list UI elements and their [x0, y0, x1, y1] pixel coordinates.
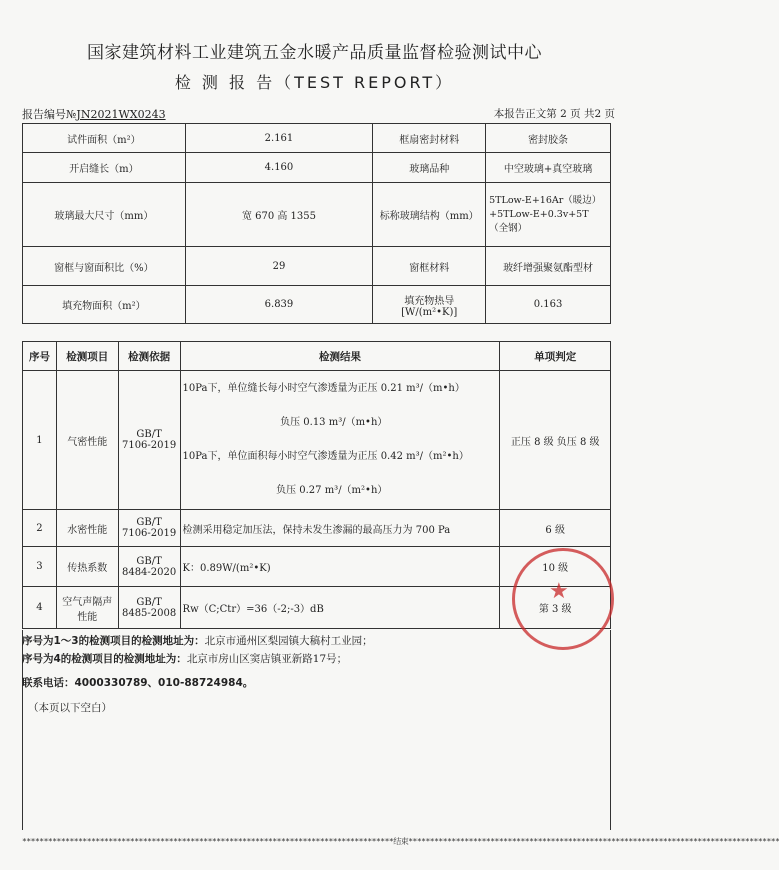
- address-note-1: [22, 632, 373, 650]
- address-label-1: 序号为1～3的检测项目的检测地址为：: [22, 635, 205, 647]
- col-header-result: 检测结果: [180, 342, 500, 371]
- spec-label: 填充物面积（m²）: [23, 286, 186, 324]
- spec-label: 试件面积（m²）: [23, 124, 186, 153]
- spec-value: 5TLow-E+16Ar（暖边）+5TLow-E+0.3v+5T（全钢）: [486, 183, 611, 247]
- test-item: 气密性能: [56, 371, 118, 510]
- spec-value: 6.839: [185, 286, 373, 324]
- address-value-2: 北京市房山区窦店镇亚新路17号；: [186, 653, 348, 665]
- test-result: [180, 371, 500, 510]
- spec-value: 2.161: [185, 124, 373, 153]
- spec-value: 4.160: [185, 153, 373, 183]
- spec-value: 宽 670 高 1355: [185, 183, 373, 247]
- test-no: 4: [23, 587, 57, 629]
- spec-row: [23, 183, 611, 247]
- col-header-item: 检测项目: [56, 342, 118, 371]
- test-item: 水密性能: [56, 510, 118, 547]
- test-no: 2: [23, 510, 57, 547]
- specs-table: [22, 123, 611, 324]
- address-value-1: 北京市通州区梨园镇大稿村工业园；: [204, 635, 373, 647]
- spec-label: 填充物热导[W/(m²•K)]: [373, 286, 486, 324]
- spec-label: 玻璃最大尺寸（mm）: [23, 183, 186, 247]
- test-verdict: 6 级: [500, 510, 611, 547]
- col-header-verdict: 单项判定: [500, 342, 611, 371]
- spec-row: [23, 286, 611, 324]
- spec-row: [23, 124, 611, 153]
- page-info: 本报告正文第 2 页 共2 页: [493, 108, 615, 120]
- test-verdict: 正压 8 级 负压 8 级: [500, 371, 611, 510]
- test-basis: GB/T 7106-2019: [118, 510, 180, 547]
- end-stars-right: **************************************************************************************: [408, 837, 779, 846]
- spec-value: 0.163: [486, 286, 611, 324]
- spec-label: 标称玻璃结构（mm）: [373, 183, 486, 247]
- contact-phone: [22, 674, 373, 692]
- phone-label: 联系电话：: [22, 677, 75, 689]
- test-result: 检测采用稳定加压法，保持未发生渗漏的最高压力为 700 Pa: [180, 510, 500, 547]
- spec-label: 窗框与窗面积比（%）: [23, 247, 186, 286]
- test-no: 1: [23, 371, 57, 510]
- end-line: [22, 836, 779, 847]
- result-line: 10Pa下，单位缝长每小时空气渗透量为正压 0.21 m³/（m•h）: [182, 383, 465, 394]
- report-number-value: JN2021WX0243: [76, 108, 166, 121]
- end-label: 结束: [393, 837, 409, 846]
- test-basis: GB/T 7106-2019: [118, 371, 180, 510]
- test-item: 空气声隔声性能: [56, 587, 118, 629]
- report-number-label: 报告编号№: [22, 108, 77, 121]
- test-row: [23, 510, 611, 547]
- col-header-no: 序号: [23, 342, 57, 371]
- spec-value: 29: [185, 247, 373, 286]
- spec-label: 窗框材料: [373, 247, 486, 286]
- report-number: [22, 106, 166, 122]
- address-note-2: [22, 650, 373, 668]
- test-basis: GB/T 8484-2020: [118, 547, 180, 587]
- official-seal: [512, 548, 614, 650]
- spec-label: 框扇密封材料: [373, 124, 486, 153]
- test-row: [23, 371, 611, 510]
- test-result: Rw（C;Ctr）=36（-2;-3）dB: [180, 587, 500, 629]
- spec-label: 开启缝长（m）: [23, 153, 186, 183]
- test-basis: GB/T 8485-2008: [118, 587, 180, 629]
- report-title: 检 测 报 告（TEST REPORT）: [174, 73, 455, 92]
- spec-value: 玻纤增强聚氨酯型材: [486, 247, 611, 286]
- address-label-2: 序号为4的检测项目的检测地址为：: [22, 653, 187, 665]
- star-icon: ★: [549, 579, 569, 604]
- spec-label: 玻璃品种: [373, 153, 486, 183]
- spec-row: [23, 247, 611, 286]
- notes: [22, 632, 373, 692]
- test-verdict: 10 级: [500, 547, 611, 587]
- test-item: 传热系数: [56, 547, 118, 587]
- test-no: 3: [23, 547, 57, 587]
- test-verdict: 第 3 级: [500, 587, 611, 629]
- spec-value: 密封胶条: [486, 124, 611, 153]
- result-line: 负压 0.13 m³/（m•h）: [280, 417, 388, 428]
- result-line: 负压 0.27 m³/（m²•h）: [276, 485, 388, 496]
- end-stars-left: **************************************************************************************: [22, 837, 394, 846]
- result-line: 10Pa下，单位面积每小时空气渗透量为正压 0.42 m³/（m²•h）: [182, 451, 469, 462]
- col-header-basis: 检测依据: [118, 342, 180, 371]
- spec-row: [23, 153, 611, 183]
- spec-value: 中空玻璃+真空玻璃: [486, 153, 611, 183]
- blank-note: （本页以下空白）: [28, 702, 112, 714]
- test-result: K：0.89W/(m²•K): [180, 547, 500, 587]
- institution-title: 国家建筑材料工业建筑五金水暖产品质量监督检验测试中心: [87, 43, 542, 63]
- phone-value: 4000330789、010-88724984。: [74, 677, 254, 689]
